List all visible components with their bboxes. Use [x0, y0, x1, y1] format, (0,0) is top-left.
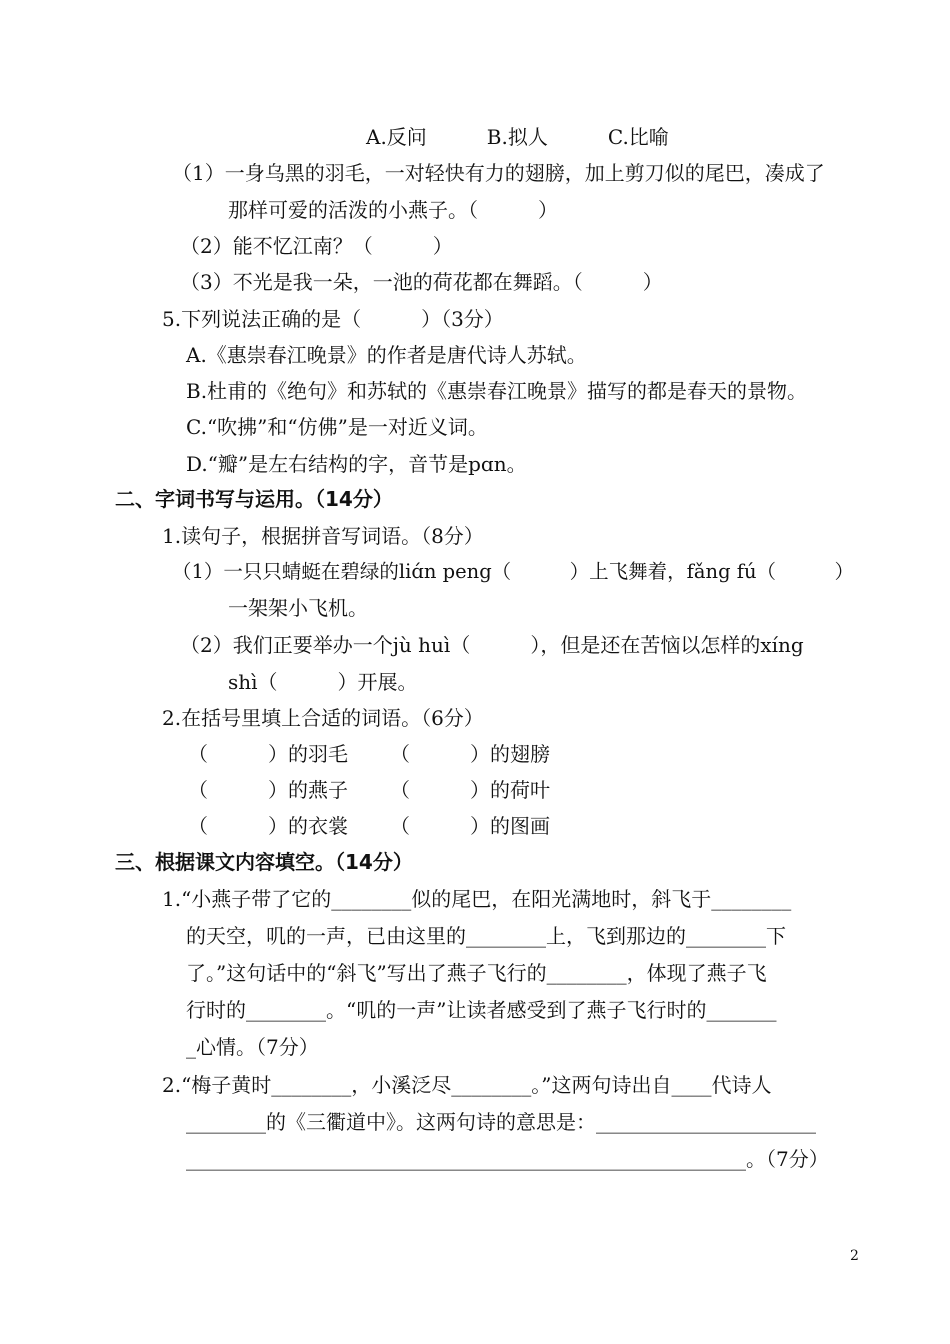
q2-blank-5: （ ）的衣裳 [188, 814, 348, 838]
q2-blank-3: （ ）的燕子 [188, 778, 348, 802]
section3-title: 三、根据课文内容填空。（14分） [115, 850, 413, 874]
section2-q1-line-2: 一架架小飞机。 [228, 596, 368, 620]
q5-stem: 5.下列说法正确的是（ ）（3分） [162, 307, 504, 331]
q4-item-1: （1）一身乌黑的羽毛，一对轻快有力的翅膀，加上剪刀似的尾巴，凑成了 [172, 161, 825, 185]
section2-q1-stem: 1.读句子，根据拼音写词语。（8分） [162, 524, 484, 548]
section2-q1-line-3: （2）我们正要举办一个jù huì（ ），但是还在苦恼以怎样的xíng [180, 633, 804, 657]
section3-q1-line-1: 1.“小燕子带了它的________似的尾巴，在阳光满地时，斜飞于________ [162, 887, 792, 911]
section2-q1-line-4: shì（ ）开展。 [228, 670, 418, 694]
q5-option-a: A.《惠崇春江晚景》的作者是唐代诗人苏轼。 [186, 343, 587, 367]
q5-option-b: B.杜甫的《绝句》和苏轼的《惠崇春江晚景》描写的都是春天的景物。 [186, 379, 808, 403]
section3-q2-line-3: ________________________________________________________。（7分） [186, 1147, 829, 1171]
page-number: 2 [850, 1248, 859, 1264]
q4-item-2: （2）能不忆江南？（ ） [180, 234, 453, 258]
section3-q1-line-5: _心情。（7分） [186, 1035, 319, 1059]
q4-item-3: （3）不光是我一朵，一池的荷花都在舞蹈。（ ） [180, 270, 663, 294]
q5-option-c: C.“吹拂”和“仿佛”是一对近义词。 [186, 415, 488, 439]
section2-q2-stem: 2.在括号里填上合适的词语。（6分） [162, 706, 484, 730]
q5-option-d: D.“瓣”是左右结构的字，音节是pɑn。 [186, 452, 527, 476]
q2-blank-2: （ ）的翅膀 [390, 742, 550, 766]
q2-blank-6: （ ）的图画 [390, 814, 550, 838]
section3-q1-line-2: 的天空，叽的一声，已由这里的________上，飞到那边的________下 [186, 924, 786, 948]
section2-q1-line-1: （1）一只只蜻蜓在碧绿的liɑ́n peng（ ）上飞舞着，fǎng fú（ ） [172, 560, 855, 583]
section3-q1-line-4: 行时的________。“叽的一声”让读者感受到了燕子飞行时的_______ [186, 998, 777, 1022]
q2-blank-4: （ ）的荷叶 [390, 778, 550, 802]
section3-q1-line-3: 了。”这句话中的“斜飞”写出了燕子飞行的________，体现了燕子飞 [186, 961, 767, 985]
section3-q2-line-2: ________的《三衢道中》。这两句诗的意思是：______________________ [186, 1110, 816, 1134]
q4-options: A.反问 B.拟人 C.比喻 [366, 125, 669, 149]
section2-title: 二、字词书写与运用。（14分） [115, 487, 393, 511]
q4-item-1-cont: 那样可爱的活泼的小燕子。（ ） [228, 198, 558, 222]
q2-blank-1: （ ）的羽毛 [188, 742, 348, 766]
section3-q2-line-1: 2.“梅子黄时________，小溪泛尽________。”这两句诗出自____代诗人 [162, 1073, 772, 1097]
